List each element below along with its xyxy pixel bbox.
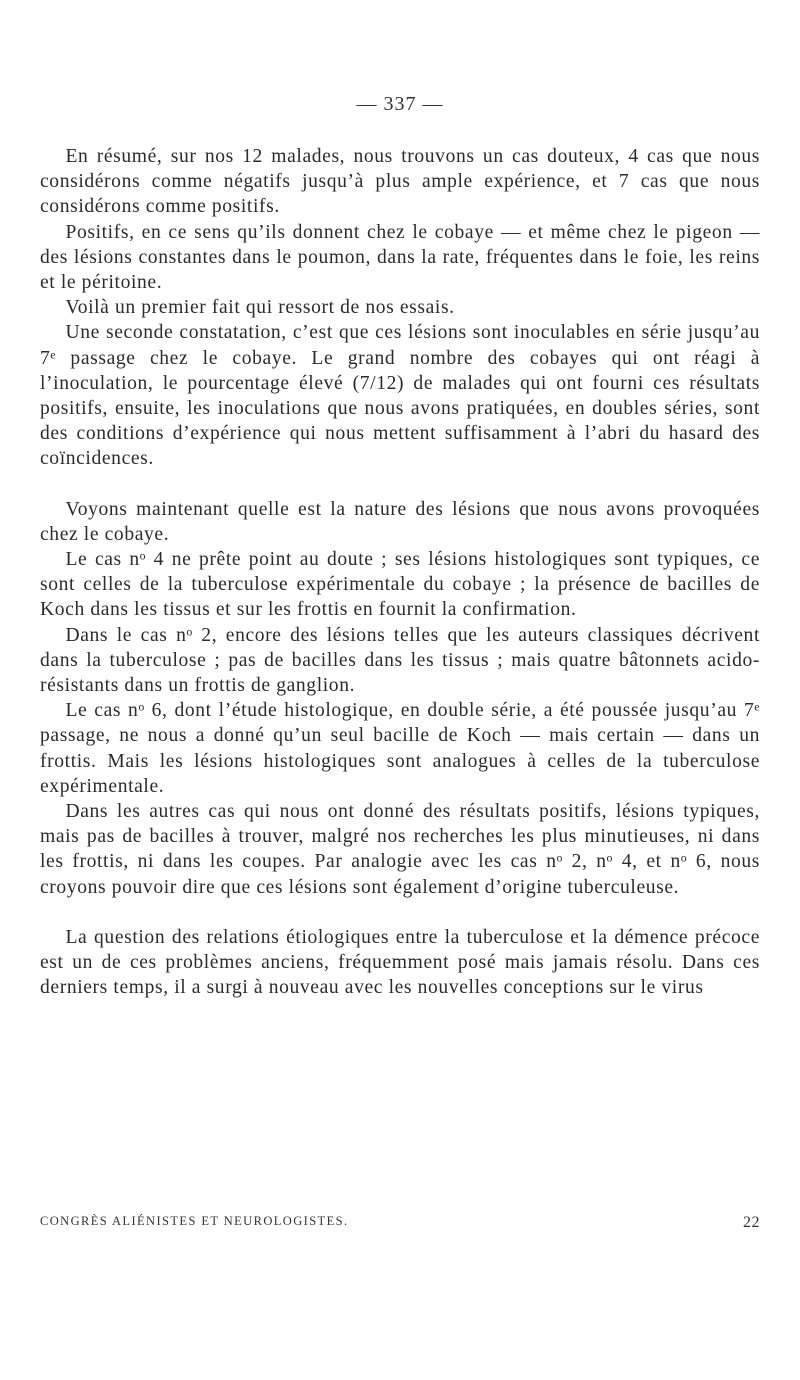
paragraph: Voyons maintenant quelle est la nature des lésions que nous avons provoquées chez le cobaye. — [40, 498, 760, 545]
running-footer — [40, 1214, 760, 1232]
page-number: — 337 — — [356, 93, 444, 115]
paragraph: Le cas nᵒ 6, dont l’étude histologique, en double série, a été poussée jusqu’au 7ᵉ passage, ne nous a donné qu’un seul bacille de Koch — mais certain — dans un frottis. Mais les lésions histologiques sont analogues à celles de la tuberculose expérimentale. — [40, 700, 760, 797]
paragraph: Dans le cas nᵒ 2, encore des lésions telles que les auteurs classiques décrivent dans la tuberculose ; pas de bacilles dans les tissus ; mais quatre bâtonnets acido-résistants dans un frottis de ganglion. — [40, 624, 760, 697]
body-text — [40, 144, 760, 1001]
paragraph: Dans les autres cas qui nous ont donné des résultats positifs, lésions typiques, mais pas de bacilles à trouver, malgré nos recherches les plus minutieuses, ni dans les frottis, ni dans les coupes. Par analogie avec les cas nᵒ 2, nᵒ 4, et nᵒ 6, nous croyons pouvoir dire que ces lésions sont également d’origine tuberculeuse. — [40, 801, 760, 898]
paragraph: Une seconde constatation, c’est que ces lésions sont inoculables en série jusqu’au 7ᵉ passage chez le cobaye. Le grand nombre des cobayes qui ont réagi à l’inoculation, le pourcentage élevé (7/12) de malades qui ont fourni ces résultats positifs, ensuite, les inoculations que nous avons pratiquées, en doubles séries, sont des conditions d’expérience qui nous mettent suffisamment à l’abri du hasard des coïncidences. — [40, 322, 760, 470]
running-title: CONGRÈS ALIÉNISTES ET NEUROLOGISTES. — [40, 1214, 349, 1228]
signature-mark: 22 — [743, 1214, 760, 1231]
paragraph: Positifs, en ce sens qu’ils donnent chez le cobaye — et même chez le pigeon — des lésions constantes dans le poumon, dans la rate, fréquentes dans le foie, les reins et le péritoine. — [40, 221, 760, 294]
paragraph: Voilà un premier fait qui ressort de nos essais. — [65, 297, 455, 319]
paragraph: En résumé, sur nos 12 malades, nous trouvons un cas douteux, 4 cas que nous considérons comme négatifs jusqu’à plus ample expérience, et 7 cas que nous considérons comme positifs. — [40, 146, 760, 218]
paragraph: Le cas nᵒ 4 ne prête point au doute ; ses lésions histologiques sont typiques, ce sont celles de la tuberculose expérimentale du cobaye ; la présence de bacilles de Koch dans les tissus et sur les frottis en fournit la confirmation. — [40, 549, 760, 621]
paragraph: La question des relations étiologiques entre la tuberculose et la démence précoce est un de ces problèmes anciens, fréquemment posé mais jamais résolu. Dans ces derniers temps, il a surgi à nouveau avec les nouvelles conceptions sur le virus — [40, 926, 760, 999]
